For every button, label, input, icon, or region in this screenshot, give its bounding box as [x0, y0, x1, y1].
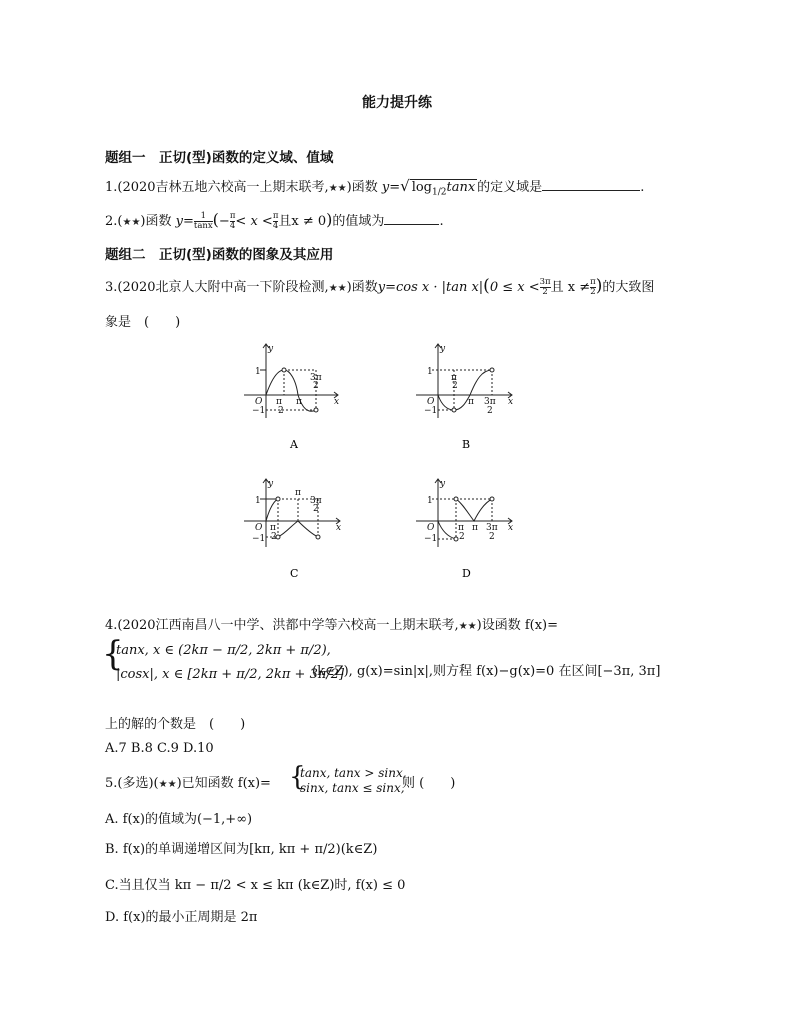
svg-text:2: 2 [278, 406, 284, 416]
svg-text:2: 2 [452, 381, 458, 391]
q5-case-1: tanx, tanx > sinx, [300, 766, 407, 780]
q4-case-1: tanx, x ∈ (2kπ − π/2, 2kπ + π/2), [116, 643, 331, 658]
question-3-line2: 象是 ( ) [105, 315, 181, 330]
q4-options: A.7 B.8 C.9 D.10 [105, 741, 214, 756]
origin-label: O [255, 397, 263, 407]
graph-c[interactable] [240, 475, 350, 595]
graph-b[interactable] [412, 340, 522, 458]
question-3: 3.(2020北京人大附中高一下阶段检测,★★)函数y=cos x · |tan x|(0 ≤ x < $\frac{3\pi}{2}$ 且 x ≠ $\frac{\pi}{2}$ )的大致图 [105, 276, 655, 297]
svg-text:π: π [270, 523, 276, 533]
svg-text:π: π [458, 523, 464, 533]
graph-d[interactable] [412, 475, 522, 595]
svg-text:π: π [451, 373, 457, 383]
svg-text:−1: −1 [252, 534, 266, 544]
svg-text:D: D [462, 567, 471, 580]
svg-text:π: π [468, 397, 474, 407]
answer-blank[interactable] [384, 212, 439, 225]
q5-option-b[interactable]: B. f(x)的单调递增区间为[kπ, kπ + π/2)(k∈Z) [105, 842, 378, 857]
svg-text:O: O [427, 523, 435, 533]
question-5: 5.(多选)(★★)已知函数 f(x)= [105, 776, 271, 791]
svg-text:2: 2 [489, 532, 495, 542]
svg-text:1: 1 [427, 496, 433, 506]
left-brace-icon: { [289, 762, 306, 792]
difficulty-stars-icon: ★★ [458, 621, 477, 632]
q5-option-a[interactable]: A. f(x)的值域为(−1,+∞) [105, 812, 253, 827]
svg-text:1: 1 [427, 367, 433, 377]
q5-option-d[interactable]: D. f(x)的最小正周期是 2π [105, 910, 258, 925]
q4-case-2: |cosx|, x ∈ [2kπ + π/2, 2kπ + 3π/2] [116, 667, 345, 682]
svg-text:O: O [255, 523, 263, 533]
svg-text:π: π [276, 397, 282, 407]
fraction: $\frac{1}{\tan x}$ [193, 211, 213, 231]
svg-text:O: O [427, 397, 435, 407]
svg-text:π: π [295, 488, 301, 498]
svg-text:3π: 3π [486, 523, 498, 533]
tick-1: 1 [255, 367, 261, 377]
y-axis-label: y [268, 344, 274, 354]
svg-text:2: 2 [313, 504, 319, 514]
group2-heading: 题组二 正切(型)函数的图象及其应用 [105, 247, 334, 263]
sqrt-sign-icon: √ [400, 177, 410, 195]
answer-blank[interactable] [542, 178, 640, 191]
difficulty-stars-icon: ★★ [158, 779, 177, 790]
svg-text:−1: −1 [424, 534, 438, 544]
svg-text:x: x [336, 523, 342, 533]
svg-text:3π: 3π [310, 373, 322, 383]
difficulty-stars-icon: ★★ [122, 217, 141, 228]
difficulty-stars-icon: ★★ [328, 183, 347, 194]
q4-question-line: 上的解的个数是 ( ) [105, 717, 246, 732]
q4-tail: (k∈Z), g(x)=sin|x|,则方程 f(x)−g(x)=0 在区间[−3π, 3π] [312, 664, 661, 679]
q5-option-c[interactable]: C.当且仅当 kπ − π/2 < x ≤ kπ (k∈Z)时, f(x) ≤ 0 [105, 878, 406, 893]
svg-text:π: π [472, 523, 478, 533]
graph-a-label: A [290, 438, 298, 451]
svg-text:y: y [440, 479, 446, 489]
question-4: 4.(2020江西南昌八一中学、洪都中学等六校高一上期末联考,★★)设函数 f(x)= [105, 618, 559, 633]
svg-text:π: π [296, 397, 302, 407]
svg-text:2: 2 [459, 532, 465, 542]
svg-text:C: C [290, 567, 299, 580]
svg-text:1: 1 [255, 496, 261, 506]
question-2: 2.(★★)函数 y= $\frac{1}{\tan x}$ (− $\frac{\pi}{4}$ < x < $\frac{\pi}{4}$ 且x ≠ 0)的值域为 . [105, 210, 444, 231]
svg-text:2: 2 [313, 381, 319, 391]
left-brace-icon: { [102, 634, 124, 674]
tick-neg1: −1 [252, 406, 266, 416]
q5-tail: 则 ( ) [402, 776, 456, 791]
svg-text:B: B [462, 438, 471, 451]
svg-text:2: 2 [271, 532, 277, 542]
sqrt-body: $\log_{1/2}\tan x$ [411, 180, 476, 198]
svg-text:y: y [440, 344, 446, 354]
q5-case-2: sinx, tanx ≤ sinx, [300, 781, 405, 795]
x-axis-label: x [334, 397, 340, 407]
svg-text:3π: 3π [310, 496, 322, 506]
svg-text:x: x [508, 523, 514, 533]
graph-a[interactable] [240, 340, 350, 458]
question-1: 1.(2020吉林五地六校高一上期末联考,★★)函数 y=√ $\log_{1/2}\tan x$ 的定义域是 . [105, 177, 645, 198]
difficulty-stars-icon: ★★ [328, 283, 347, 294]
svg-text:x: x [508, 397, 514, 407]
svg-text:3π: 3π [484, 397, 496, 407]
group1-heading: 题组一 正切(型)函数的定义域、值域 [105, 150, 334, 166]
section-title: 能力提升练 [362, 95, 432, 111]
svg-text:y: y [268, 479, 274, 489]
svg-text:2: 2 [487, 406, 493, 416]
svg-text:−1: −1 [424, 406, 438, 416]
